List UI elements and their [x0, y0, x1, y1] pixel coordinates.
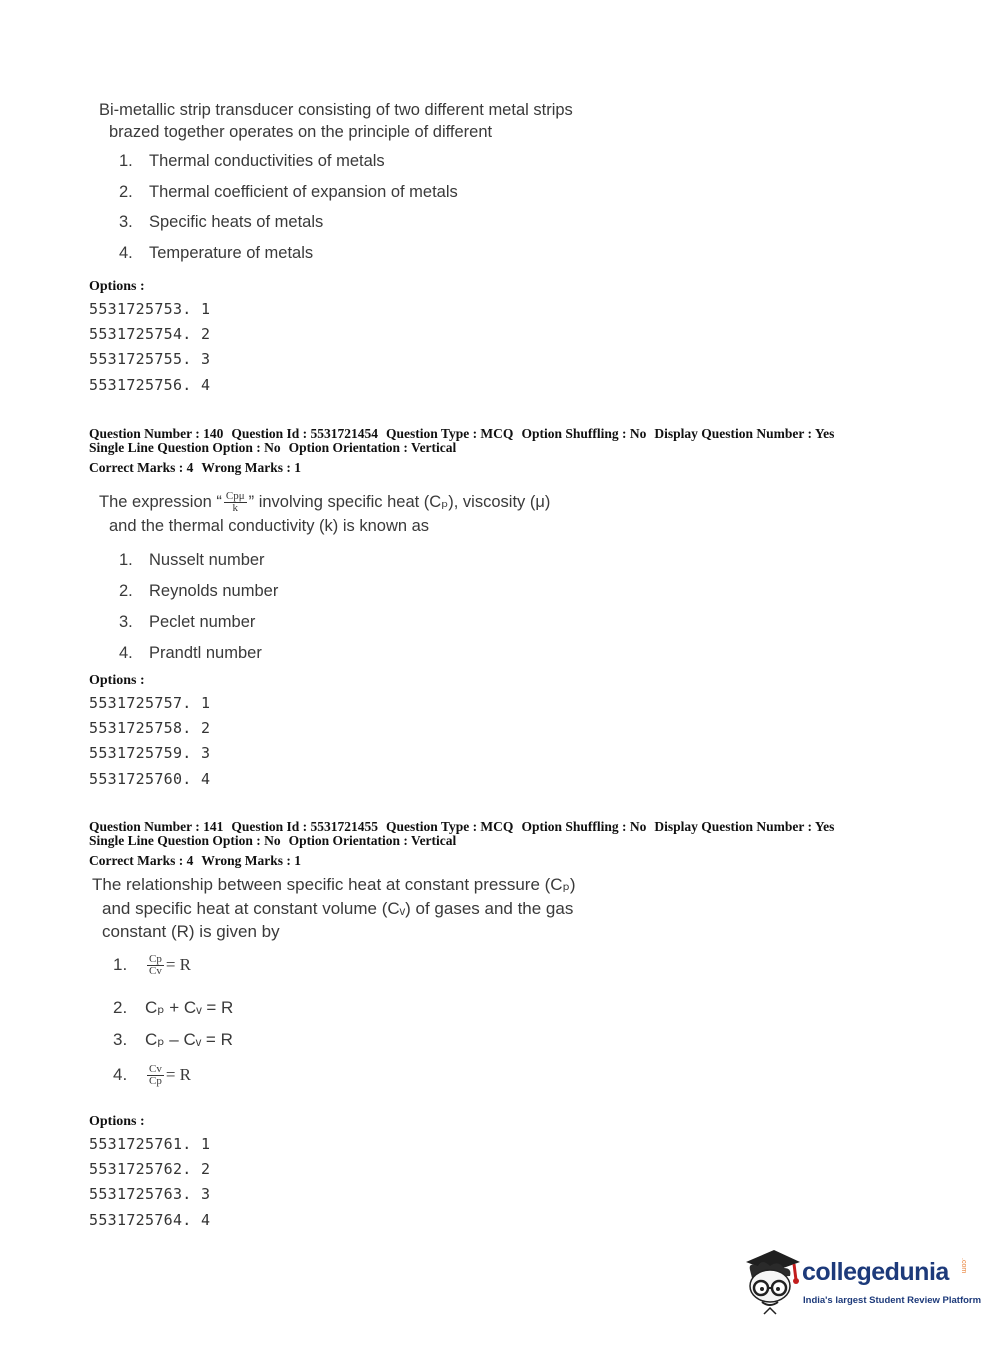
q139-choice-4: 4. Temperature of metals: [119, 244, 314, 262]
q141-option-id-1: 5531725761. 1: [89, 1135, 211, 1153]
q140-stem-suffix: ” involving specific heat (Cₚ), viscosity (μ): [248, 493, 551, 511]
q139-option-id-2: 5531725754. 2: [89, 325, 211, 343]
q141-option-id-2: 5531725762. 2: [89, 1160, 211, 1178]
q139-stem-line1: Bi-metallic strip transducer consisting of two different metal strips: [99, 101, 573, 119]
q141-choice-2: 2. Cₚ + Cᵥ = R: [113, 998, 234, 1017]
collegedunia-logo[interactable]: [740, 1248, 982, 1318]
q141-stem-line1: The relationship between specific heat at constant pressure (Cₚ): [92, 875, 576, 894]
logo-domain-suffix: .com: [960, 1258, 967, 1274]
q141-option-id-4: 5531725764. 4: [89, 1211, 211, 1229]
q141-choice-4: 4. $\frac{Cv}{Cp}$ = R: [113, 1063, 192, 1087]
q141-meta-line1: Question Number : 141 Question Id : 5531721455 Question Type : MCQ Option Shuffling : No Display Question Number : Yes: [89, 819, 835, 834]
q139-choice-3: 3. Specific heats of metals: [119, 213, 324, 231]
q140-fraction: $\frac{\text{Cpμ}}{k}$: [225, 490, 245, 515]
q140-choice-2: 2. Reynolds number: [119, 582, 279, 600]
q139-choice-1: 1. Thermal conductivities of metals: [119, 152, 385, 170]
logo-tagline: India's largest Student Review Platform: [803, 1295, 982, 1306]
q139-stem-line2: brazed together operates on the principle of different: [109, 123, 493, 141]
q140-option-id-1: 5531725757. 1: [89, 694, 211, 712]
q140-stem-line2: and the thermal conductivity (k) is known as: [109, 517, 430, 535]
q141-stem-line3: constant (R) is given by: [102, 922, 280, 941]
q140-option-id-2: 5531725758. 2: [89, 719, 211, 737]
q140-option-id-4: 5531725760. 4: [89, 770, 211, 788]
q141-meta-line3: Correct Marks : 4 Wrong Marks : 1: [89, 853, 301, 868]
q140-choice-3: 3. Peclet number: [119, 613, 256, 631]
q141-option-id-3: 5531725763. 3: [89, 1185, 211, 1203]
q140-stem: [99, 489, 550, 537]
q141-meta-line2: Single Line Question Option : No Option Orientation : Vertical: [89, 833, 457, 848]
q139-options-label: Options :: [89, 279, 145, 294]
q141-options-label: Options :: [89, 1114, 145, 1129]
q140-choice-4: 4. Prandtl number: [119, 644, 262, 662]
q140-meta-line1: Question Number : 140 Question Id : 5531721454 Question Type : MCQ Option Shuffling : No Display Question Number : Yes: [89, 426, 835, 441]
q141-stem-line2: and specific heat at constant volume (Cᵥ) of gases and the gas: [102, 898, 574, 918]
q139-option-id-1: 5531725753. 1: [89, 300, 211, 318]
q139-choice-2: 2. Thermal coefficient of expansion of metals: [119, 183, 458, 201]
q139-stem: [99, 99, 573, 143]
q141-choice-1: 1. $\frac{Cp}{Cv}$ = R: [113, 953, 192, 977]
q141-choice-3: 3. Cₚ – Cᵥ = R: [113, 1030, 233, 1049]
q140-stem-prefix: The expression “: [99, 493, 222, 511]
q140-choice-1: 1. Nusselt number: [119, 551, 265, 569]
q139-option-id-3: 5531725755. 3: [89, 350, 211, 368]
graduate-mascot-icon: [740, 1248, 802, 1318]
q139-option-id-4: 5531725756. 4: [89, 376, 211, 394]
q140-option-id-3: 5531725759. 3: [89, 744, 211, 762]
q140-meta-line3: Correct Marks : 4 Wrong Marks : 1: [89, 460, 301, 475]
q140-meta-line2: Single Line Question Option : No Option Orientation : Vertical: [89, 440, 457, 455]
q140-options-label: Options :: [89, 673, 145, 688]
q141-stem: [92, 873, 576, 944]
logo-wordmark: collegedunia: [802, 1258, 949, 1286]
